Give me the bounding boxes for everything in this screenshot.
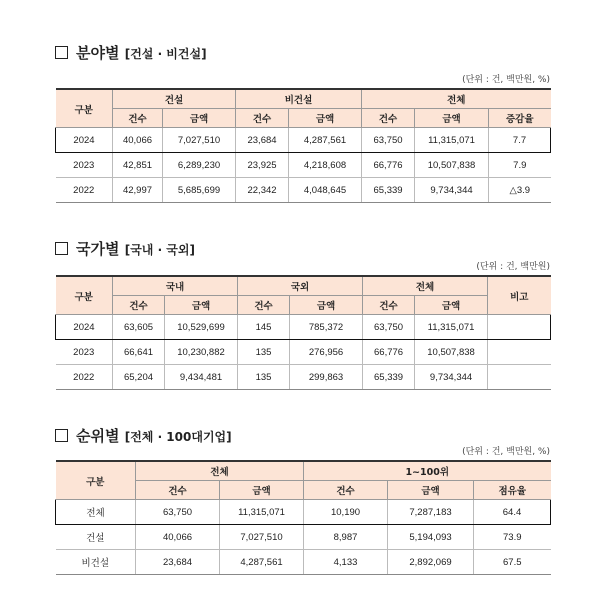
section-title: 순위별 [전체 · 100대기업] [55,425,232,446]
cell: 23,925 [236,153,289,178]
cell: 63,750 [363,315,415,340]
header-count: 건수 [236,109,289,128]
cell: 63,750 [362,128,415,153]
cell: 9,434,481 [165,365,238,390]
table-row [56,128,551,153]
header-group-2: 국외 [238,276,363,296]
cell: 23,684 [136,550,220,575]
header-count: 건수 [363,296,415,315]
header-category: 구분 [56,461,136,500]
cell: 11,315,071 [415,128,489,153]
cell: 7.9 [489,153,551,178]
row-label: 전체 [56,500,136,525]
header-group-1: 전체 [136,461,304,481]
table-row [56,365,551,390]
cell: 145 [238,315,290,340]
unit-note: (단위 : 건, 백만원, %) [462,75,550,85]
cell: 7.7 [489,128,551,153]
header-count: 건수 [362,109,415,128]
cell: 65,339 [362,178,415,203]
unit-note: (단위 : 건, 백만원, %) [462,447,550,457]
cell: 9,734,344 [415,365,488,390]
header-amount: 금액 [165,296,238,315]
table-row [56,550,551,575]
cell [488,365,551,390]
header-amount: 금액 [220,481,304,500]
cell: 5,685,699 [163,178,236,203]
unit-note: (단위 : 건, 백만원) [476,262,550,272]
row-label: 2024 [56,315,113,340]
table-row [56,525,551,550]
cell: 64.4 [474,500,551,525]
section-title: 분야별 [건설 · 비건설] [55,42,207,63]
cell: 63,605 [113,315,165,340]
cell: 7,027,510 [220,525,304,550]
cell: 10,507,838 [415,340,488,365]
header-group-3: 전체 [363,276,488,296]
header-amount: 금액 [289,109,362,128]
cell: 42,851 [113,153,163,178]
header-amount: 금액 [415,109,489,128]
cell: △3.9 [489,178,551,203]
header-amount: 금액 [290,296,363,315]
cell: 66,776 [362,153,415,178]
cell: 10,529,699 [165,315,238,340]
table-row [56,315,551,340]
row-label: 2023 [56,153,113,178]
row-label: 2023 [56,340,113,365]
header-count: 건수 [238,296,290,315]
header-group-2: 비건설 [236,89,362,109]
rank-table [55,460,551,575]
table-row [56,178,551,203]
cell: 135 [238,365,290,390]
cell [488,315,551,340]
cell: 23,684 [236,128,289,153]
header-growth-rate: 증감율 [489,109,551,128]
cell: 40,066 [136,525,220,550]
header-share: 점유율 [474,481,551,500]
row-label: 2022 [56,178,113,203]
cell: 10,190 [304,500,388,525]
header-count: 건수 [304,481,388,500]
cell: 299,863 [290,365,363,390]
cell: 4,287,561 [289,128,362,153]
cell: 7,027,510 [163,128,236,153]
cell: 67.5 [474,550,551,575]
checkbox-square-icon [55,46,68,59]
cell: 63,750 [136,500,220,525]
row-label: 2022 [56,365,113,390]
table-row [56,340,551,365]
header-count: 건수 [136,481,220,500]
cell: 6,289,230 [163,153,236,178]
cell: 66,641 [113,340,165,365]
row-label: 비건설 [56,550,136,575]
section-title: 국가별 [국내 · 국외] [55,238,195,259]
table-row [56,153,551,178]
checkbox-square-icon [55,429,68,442]
row-label: 2024 [56,128,113,153]
header-group-1: 건설 [113,89,236,109]
header-count: 건수 [113,296,165,315]
header-group-1: 국내 [113,276,238,296]
cell: 8,987 [304,525,388,550]
cell: 65,339 [363,365,415,390]
cell: 4,133 [304,550,388,575]
cell: 10,507,838 [415,153,489,178]
row-label: 건설 [56,525,136,550]
country-table [55,275,551,390]
table-row [56,500,551,525]
cell: 22,342 [236,178,289,203]
cell: 66,776 [363,340,415,365]
cell: 10,230,882 [165,340,238,365]
header-count: 건수 [113,109,163,128]
cell: 11,315,071 [220,500,304,525]
header-group-2: 1~100위 [304,461,551,481]
cell: 276,956 [290,340,363,365]
field-table [55,88,551,203]
header-amount: 금액 [163,109,236,128]
cell: 4,287,561 [220,550,304,575]
cell: 9,734,344 [415,178,489,203]
cell [488,340,551,365]
cell: 5,194,093 [388,525,474,550]
cell: 7,287,183 [388,500,474,525]
cell: 11,315,071 [415,315,488,340]
header-group-3: 전체 [362,89,551,109]
cell: 4,218,608 [289,153,362,178]
cell: 135 [238,340,290,365]
cell: 73.9 [474,525,551,550]
cell: 42,997 [113,178,163,203]
cell: 4,048,645 [289,178,362,203]
header-category: 구분 [56,276,113,315]
header-amount: 금액 [388,481,474,500]
header-category: 구분 [56,89,113,128]
cell: 785,372 [290,315,363,340]
cell: 2,892,069 [388,550,474,575]
header-amount: 금액 [415,296,488,315]
cell: 40,066 [113,128,163,153]
header-remarks: 비고 [488,276,551,315]
checkbox-square-icon [55,242,68,255]
cell: 65,204 [113,365,165,390]
